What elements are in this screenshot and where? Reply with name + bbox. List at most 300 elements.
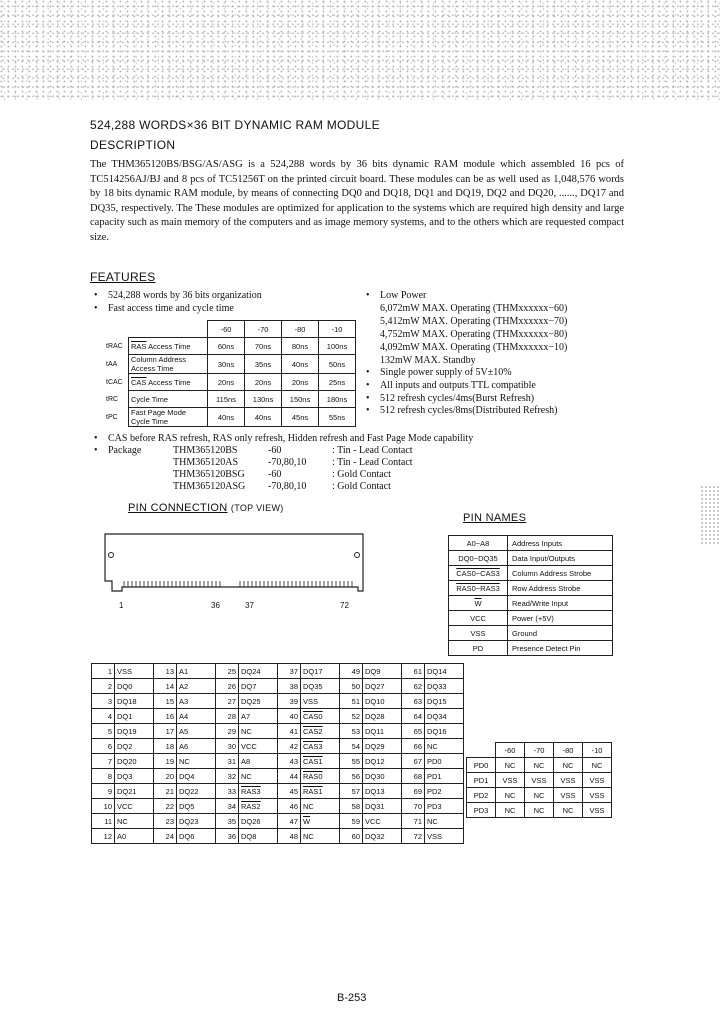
pin-description: Column Address Strobe bbox=[508, 566, 613, 581]
timing-cell: 70ns bbox=[245, 338, 282, 355]
scan-noise-edge bbox=[700, 485, 720, 545]
timing-row bbox=[104, 408, 356, 427]
pin-number: 49 bbox=[340, 664, 363, 679]
pin-number: 15 bbox=[154, 694, 177, 709]
timing-cell: 45ns bbox=[282, 408, 319, 427]
pin-signal: CAS1 bbox=[301, 754, 340, 769]
timing-cell: 130ns bbox=[245, 391, 282, 408]
pin-number: 45 bbox=[278, 784, 301, 799]
pin-description: Row Address Strobe bbox=[508, 581, 613, 596]
pin-number: 32 bbox=[216, 769, 239, 784]
pin-number: 59 bbox=[340, 814, 363, 829]
pd-cell: VSS bbox=[496, 773, 525, 788]
pd-cell: NC bbox=[525, 758, 554, 773]
power-line: 5,412mW MAX. Operating (THMxxxxxx−70) bbox=[380, 316, 568, 327]
table-row bbox=[92, 694, 464, 709]
pin-signal: A3 bbox=[177, 694, 216, 709]
timing-cell: 60ns bbox=[208, 338, 245, 355]
package-part: THM365120AS bbox=[173, 457, 239, 468]
feature-text: Low Power bbox=[380, 290, 427, 301]
pin-signal: CAS0 bbox=[301, 709, 340, 724]
timing-cell: 150ns bbox=[282, 391, 319, 408]
pin-connection-heading bbox=[128, 502, 284, 514]
feature-item: • Low Power bbox=[366, 290, 427, 301]
table-row bbox=[92, 664, 464, 679]
feature-item: • 512 refresh cycles/4ms(Burst Refresh) bbox=[366, 393, 535, 404]
pin-number: 12 bbox=[92, 829, 115, 844]
timing-col: -60 bbox=[208, 321, 245, 338]
pin-signal: DQ6 bbox=[177, 829, 216, 844]
pin-connection-title: PIN CONNECTION bbox=[128, 502, 228, 514]
feature-text: Fast access time and cycle time bbox=[108, 303, 234, 314]
feature-item: • Fast access time and cycle time bbox=[94, 303, 234, 314]
pd-pin: PD0 bbox=[467, 758, 496, 773]
pin-number: 24 bbox=[154, 829, 177, 844]
pd-cell: NC bbox=[583, 758, 612, 773]
pin-number: 11 bbox=[92, 814, 115, 829]
pin-signal: DQ28 bbox=[363, 709, 402, 724]
pd-col: -60 bbox=[496, 743, 525, 758]
pin-signal: DQ31 bbox=[363, 799, 402, 814]
pd-cell: NC bbox=[554, 758, 583, 773]
package-part: THM365120BSG bbox=[173, 469, 245, 480]
pin-signal: DQ10 bbox=[363, 694, 402, 709]
pd-cell: VSS bbox=[525, 773, 554, 788]
table-row bbox=[449, 536, 613, 551]
pin-number: 25 bbox=[216, 664, 239, 679]
table-row bbox=[92, 814, 464, 829]
timing-cell: 20ns bbox=[208, 374, 245, 391]
pin-number: 67 bbox=[402, 754, 425, 769]
pin-signal: VCC bbox=[239, 739, 278, 754]
pin-number: 48 bbox=[278, 829, 301, 844]
pin-names-title: PIN NAMES bbox=[463, 512, 527, 524]
timing-cell: 50ns bbox=[319, 355, 356, 374]
feature-item: • Single power supply of 5V±10% bbox=[366, 367, 512, 378]
pin-signal: DQ9 bbox=[363, 664, 402, 679]
pin-signal: PD0 bbox=[425, 754, 464, 769]
pin-symbol: VSS bbox=[449, 626, 508, 641]
pin-number: 29 bbox=[216, 724, 239, 739]
feature-item: • All inputs and outputs TTL compatible bbox=[366, 380, 536, 391]
pd-col: -70 bbox=[525, 743, 554, 758]
pin-number: 56 bbox=[340, 769, 363, 784]
pin-number: 57 bbox=[340, 784, 363, 799]
timing-cell: 25ns bbox=[319, 374, 356, 391]
pin-names-heading bbox=[463, 512, 526, 524]
pin-number: 18 bbox=[154, 739, 177, 754]
timing-cell: 55ns bbox=[319, 408, 356, 427]
feature-item: • 524,288 words by 36 bits organization bbox=[94, 290, 262, 301]
pin-number: 53 bbox=[340, 724, 363, 739]
package-contact: : Tin - Lead Contact bbox=[332, 445, 413, 456]
pin-signal: DQ20 bbox=[115, 754, 154, 769]
pin-number: 41 bbox=[278, 724, 301, 739]
table-row bbox=[449, 626, 613, 641]
pin-number: 39 bbox=[278, 694, 301, 709]
pin-signal: CAS3 bbox=[301, 739, 340, 754]
pin-signal: NC bbox=[425, 739, 464, 754]
feature-text: 512 refresh cycles/4ms(Burst Refresh) bbox=[380, 393, 535, 404]
pin-number: 61 bbox=[402, 664, 425, 679]
pin-number: 23 bbox=[154, 814, 177, 829]
timing-cell: 35ns bbox=[245, 355, 282, 374]
pin-signal: DQ1 bbox=[115, 709, 154, 724]
timing-label: Fast Page Mode Cycle Time bbox=[129, 408, 208, 427]
pin-signal: A5 bbox=[177, 724, 216, 739]
pin-number: 16 bbox=[154, 709, 177, 724]
pin-description: Power (+5V) bbox=[508, 611, 613, 626]
pin-number: 37 bbox=[278, 664, 301, 679]
timing-cell: 100ns bbox=[319, 338, 356, 355]
pin-signal: DQ7 bbox=[239, 679, 278, 694]
pin-signal: A2 bbox=[177, 679, 216, 694]
page-number: B-253 bbox=[337, 992, 367, 1004]
table-row bbox=[449, 596, 613, 611]
pin-number: 3 bbox=[92, 694, 115, 709]
table-row bbox=[467, 758, 612, 773]
pin-number: 54 bbox=[340, 739, 363, 754]
pin-number: 63 bbox=[402, 694, 425, 709]
pin-label: 1 bbox=[119, 601, 124, 610]
feature-item: • 512 refresh cycles/8ms(Distributed Refresh) bbox=[366, 405, 558, 416]
timing-cell: 40ns bbox=[245, 408, 282, 427]
table-row bbox=[467, 803, 612, 818]
pd-cell: VSS bbox=[583, 788, 612, 803]
pin-number: 64 bbox=[402, 709, 425, 724]
pin-number: 19 bbox=[154, 754, 177, 769]
pd-cell: VSS bbox=[583, 803, 612, 818]
pin-number: 62 bbox=[402, 679, 425, 694]
pin-signal: DQ12 bbox=[363, 754, 402, 769]
pin-signal: A6 bbox=[177, 739, 216, 754]
pin-number: 28 bbox=[216, 709, 239, 724]
table-row bbox=[467, 773, 612, 788]
pin-signal: NC bbox=[239, 769, 278, 784]
description-heading: DESCRIPTION bbox=[90, 138, 176, 152]
pin-symbol: $\overline{W}$ bbox=[449, 596, 508, 611]
package-grade: -70,80,10 bbox=[268, 481, 307, 492]
timing-label: $\overline{RAS}$ Access Time bbox=[129, 338, 208, 355]
power-line: 4,092mW MAX. Operating (THMxxxxxx−10) bbox=[380, 342, 568, 353]
pd-cell: NC bbox=[525, 788, 554, 803]
timing-row bbox=[104, 391, 356, 408]
pin-signal: VCC bbox=[363, 814, 402, 829]
pin-signal: NC bbox=[301, 829, 340, 844]
pin-signal: DQ22 bbox=[177, 784, 216, 799]
pin-signal: RAS2 bbox=[239, 799, 278, 814]
table-row bbox=[449, 611, 613, 626]
pd-pin: PD2 bbox=[467, 788, 496, 803]
pin-number: 38 bbox=[278, 679, 301, 694]
timing-label: $\overline{CAS}$ Access Time bbox=[129, 374, 208, 391]
timing-label: Column Address Access Time bbox=[129, 355, 208, 374]
module-outline-diagram bbox=[104, 533, 364, 595]
pd-cell: VSS bbox=[554, 788, 583, 803]
pin-number: 6 bbox=[92, 739, 115, 754]
pin-number: 20 bbox=[154, 769, 177, 784]
pin-signal: DQ35 bbox=[301, 679, 340, 694]
pin-number: 26 bbox=[216, 679, 239, 694]
pin-number: 72 bbox=[402, 829, 425, 844]
pin-signal: NC bbox=[177, 754, 216, 769]
pin-signal: DQ15 bbox=[425, 694, 464, 709]
pin-signal: DQ32 bbox=[363, 829, 402, 844]
pin-signal: DQ16 bbox=[425, 724, 464, 739]
pin-number: 5 bbox=[92, 724, 115, 739]
pd-cell: NC bbox=[496, 758, 525, 773]
pin-number: 10 bbox=[92, 799, 115, 814]
timing-symbol: tRAC bbox=[106, 342, 123, 350]
feature-item: • Package bbox=[94, 445, 142, 456]
pin-description: Address Inputs bbox=[508, 536, 613, 551]
pin-number: 60 bbox=[340, 829, 363, 844]
table-row bbox=[467, 743, 612, 758]
pin-signal: DQ19 bbox=[115, 724, 154, 739]
timing-cell: 80ns bbox=[282, 338, 319, 355]
pin-number: 47 bbox=[278, 814, 301, 829]
pin-names-table bbox=[448, 535, 613, 656]
pin-signal: CAS2 bbox=[301, 724, 340, 739]
timing-cell: 180ns bbox=[319, 391, 356, 408]
pin-signal: DQ4 bbox=[177, 769, 216, 784]
pin-signal: VCC bbox=[115, 799, 154, 814]
pin-symbol: CAS0~CAS3 bbox=[449, 566, 508, 581]
pin-signal: DQ17 bbox=[301, 664, 340, 679]
pin-signal: DQ29 bbox=[363, 739, 402, 754]
package-contact: : Gold Contact bbox=[332, 469, 391, 480]
timing-symbol: tAA bbox=[106, 360, 118, 368]
table-row bbox=[92, 829, 464, 844]
pin-number: 21 bbox=[154, 784, 177, 799]
timing-symbol: tCAC bbox=[106, 378, 123, 386]
timing-cell: 40ns bbox=[208, 408, 245, 427]
pin-number: 8 bbox=[92, 769, 115, 784]
package-grade: -60 bbox=[268, 469, 282, 480]
pin-signal: DQ2 bbox=[115, 739, 154, 754]
timing-header-row bbox=[104, 321, 356, 338]
timing-symbol: tRC bbox=[106, 395, 119, 403]
pin-signal: DQ26 bbox=[239, 814, 278, 829]
pin-signal: DQ30 bbox=[363, 769, 402, 784]
timing-cell: 20ns bbox=[282, 374, 319, 391]
timing-row bbox=[104, 374, 356, 391]
pin-signal: NC bbox=[239, 724, 278, 739]
timing-col: -10 bbox=[319, 321, 356, 338]
timing-cell: 30ns bbox=[208, 355, 245, 374]
pin-number: 42 bbox=[278, 739, 301, 754]
pin-signal: DQ27 bbox=[363, 679, 402, 694]
package-grade: -60 bbox=[268, 445, 282, 456]
pin-signal: NC bbox=[425, 814, 464, 829]
timing-col: -70 bbox=[245, 321, 282, 338]
pin-signal: A1 bbox=[177, 664, 216, 679]
pin-number: 43 bbox=[278, 754, 301, 769]
feature-text: 524,288 words by 36 bits organization bbox=[108, 290, 262, 301]
pin-signal: RAS0 bbox=[301, 769, 340, 784]
timing-cell: 115ns bbox=[208, 391, 245, 408]
pin-number: 69 bbox=[402, 784, 425, 799]
pin-signal: DQ11 bbox=[363, 724, 402, 739]
features-heading-text: FEATURES bbox=[90, 270, 156, 284]
pin-description: Ground bbox=[508, 626, 613, 641]
pin-number: 70 bbox=[402, 799, 425, 814]
presence-detect-table bbox=[466, 742, 612, 818]
pin-signal: RAS3 bbox=[239, 784, 278, 799]
table-row bbox=[449, 551, 613, 566]
pin-label: 72 bbox=[340, 601, 349, 610]
pin-number: 51 bbox=[340, 694, 363, 709]
pin-signal: DQ21 bbox=[115, 784, 154, 799]
timing-symbol: tPC bbox=[106, 413, 118, 421]
pin-label: 37 bbox=[245, 601, 254, 610]
pin-signal: DQ14 bbox=[425, 664, 464, 679]
pd-cell: NC bbox=[496, 803, 525, 818]
pin-signal: DQ34 bbox=[425, 709, 464, 724]
feature-text: 512 refresh cycles/8ms(Distributed Refresh) bbox=[380, 405, 558, 416]
timing-label: Cycle Time bbox=[129, 391, 208, 408]
feature-item: • CAS before RAS refresh, RAS only refresh, Hidden refresh and Fast Page Mode capability bbox=[94, 433, 474, 444]
pin-description: Presence Detect Pin bbox=[508, 641, 613, 656]
pin-signal: $\overline{W}$ bbox=[301, 814, 340, 829]
pin-number: 46 bbox=[278, 799, 301, 814]
package-label: Package bbox=[108, 445, 142, 456]
pin-number: 71 bbox=[402, 814, 425, 829]
pin-signal: PD1 bbox=[425, 769, 464, 784]
pin-connection-sub: (TOP VIEW) bbox=[230, 503, 284, 513]
pd-cell: VSS bbox=[583, 773, 612, 788]
pin-number: 4 bbox=[92, 709, 115, 724]
timing-cell: 40ns bbox=[282, 355, 319, 374]
table-row bbox=[92, 739, 464, 754]
pin-description: Read/Write Input bbox=[508, 596, 613, 611]
table-row bbox=[92, 709, 464, 724]
table-row bbox=[92, 784, 464, 799]
pin-number: 7 bbox=[92, 754, 115, 769]
pin-symbol: PD bbox=[449, 641, 508, 656]
pin-number: 13 bbox=[154, 664, 177, 679]
pin-signal: PD2 bbox=[425, 784, 464, 799]
pin-number: 17 bbox=[154, 724, 177, 739]
pin-signal: A7 bbox=[239, 709, 278, 724]
table-row bbox=[449, 641, 613, 656]
pd-cell: NC bbox=[496, 788, 525, 803]
pin-signal: A8 bbox=[239, 754, 278, 769]
pin-signal: DQ18 bbox=[115, 694, 154, 709]
pd-pin: PD3 bbox=[467, 803, 496, 818]
power-line: 6,072mW MAX. Operating (THMxxxxxx−60) bbox=[380, 303, 568, 314]
pin-signal: DQ5 bbox=[177, 799, 216, 814]
pin-signal: DQ3 bbox=[115, 769, 154, 784]
feature-text: Single power supply of 5V±10% bbox=[380, 367, 512, 378]
pin-signal: NC bbox=[301, 799, 340, 814]
pin-number: 31 bbox=[216, 754, 239, 769]
timing-row bbox=[104, 355, 356, 374]
pin-number: 58 bbox=[340, 799, 363, 814]
feature-text: CAS before RAS refresh, RAS only refresh, Hidden refresh and Fast Page Mode capability bbox=[108, 433, 474, 444]
pin-signal: VSS bbox=[115, 664, 154, 679]
pd-cell: NC bbox=[525, 803, 554, 818]
package-contact: : Gold Contact bbox=[332, 481, 391, 492]
pin-signal: DQ24 bbox=[239, 664, 278, 679]
table-row bbox=[467, 788, 612, 803]
pin-number: 36 bbox=[216, 829, 239, 844]
power-line: 132mW MAX. Standby bbox=[380, 355, 476, 366]
pin-number: 55 bbox=[340, 754, 363, 769]
pin-number: 40 bbox=[278, 709, 301, 724]
table-row bbox=[92, 679, 464, 694]
power-line: 4,752mW MAX. Operating (THMxxxxxx−80) bbox=[380, 329, 568, 340]
pin-number: 22 bbox=[154, 799, 177, 814]
pin-signal: A4 bbox=[177, 709, 216, 724]
package-part: THM365120BS bbox=[173, 445, 238, 456]
table-row bbox=[449, 581, 613, 596]
table-row bbox=[92, 754, 464, 769]
package-part: THM365120ASG bbox=[173, 481, 246, 492]
pin-number: 66 bbox=[402, 739, 425, 754]
pin-signal: A0 bbox=[115, 829, 154, 844]
table-row bbox=[92, 769, 464, 784]
page-title: 524,288 WORDS×36 BIT DYNAMIC RAM MODULE bbox=[90, 118, 380, 132]
features-heading bbox=[90, 270, 156, 284]
pd-pin: PD1 bbox=[467, 773, 496, 788]
pin-symbol: RAS0~RAS3 bbox=[449, 581, 508, 596]
pin-signal: VSS bbox=[425, 829, 464, 844]
feature-text: All inputs and outputs TTL compatible bbox=[380, 380, 536, 391]
pin-signal: DQ8 bbox=[239, 829, 278, 844]
pin-number: 33 bbox=[216, 784, 239, 799]
pin-symbol: VCC bbox=[449, 611, 508, 626]
scan-noise bbox=[0, 0, 720, 100]
timing-col: -80 bbox=[282, 321, 319, 338]
timing-row bbox=[104, 338, 356, 355]
pin-signal: DQ33 bbox=[425, 679, 464, 694]
pin-signal: VSS bbox=[301, 694, 340, 709]
table-row bbox=[92, 799, 464, 814]
pin-signal: DQ13 bbox=[363, 784, 402, 799]
pin-number: 30 bbox=[216, 739, 239, 754]
pin-number: 65 bbox=[402, 724, 425, 739]
pin-signal: DQ0 bbox=[115, 679, 154, 694]
pin-assignment-table bbox=[91, 663, 464, 844]
pin-symbol: DQ0~DQ35 bbox=[449, 551, 508, 566]
pin-symbol: A0~A8 bbox=[449, 536, 508, 551]
table-row bbox=[449, 566, 613, 581]
pin-number: 9 bbox=[92, 784, 115, 799]
pin-number: 1 bbox=[92, 664, 115, 679]
pd-cell: NC bbox=[554, 803, 583, 818]
pin-signal: DQ23 bbox=[177, 814, 216, 829]
pin-label: 36 bbox=[211, 601, 220, 610]
pin-signal: NC bbox=[115, 814, 154, 829]
pin-description: Data Input/Outputs bbox=[508, 551, 613, 566]
pin-number: 52 bbox=[340, 709, 363, 724]
pd-col: -10 bbox=[583, 743, 612, 758]
pin-number: 27 bbox=[216, 694, 239, 709]
package-grade: -70,80,10 bbox=[268, 457, 307, 468]
pd-cell: VSS bbox=[554, 773, 583, 788]
pin-signal: DQ25 bbox=[239, 694, 278, 709]
timing-table bbox=[104, 320, 356, 427]
pin-signal: PD3 bbox=[425, 799, 464, 814]
timing-cell: 20ns bbox=[245, 374, 282, 391]
table-row bbox=[92, 724, 464, 739]
description-text: The THM365120BS/BSG/AS/ASG is a 524,288 words by 36 bits dynamic RAM module which assembled 16 pcs of TC514256AJ/BJ and 8 pcs of TC51256T on the printed circuit board. These modules can be as well used as 1,048,576 words by 18 bits dynamic RAM module, by means of connecting DQ0 and DQ18, DQ1 and DQ19, DQ2 and DQ20, ......, DQ17 and DQ35, respectively. The These modules are optimized for application to the systems which are required high density and large capacity such as main memory of the computers and as image memory systems, and to the others which are requested compact size. bbox=[90, 159, 624, 243]
package-contact: : Tin - Lead Contact bbox=[332, 457, 413, 468]
pin-number: 50 bbox=[340, 679, 363, 694]
pin-number: 2 bbox=[92, 679, 115, 694]
pin-number: 14 bbox=[154, 679, 177, 694]
